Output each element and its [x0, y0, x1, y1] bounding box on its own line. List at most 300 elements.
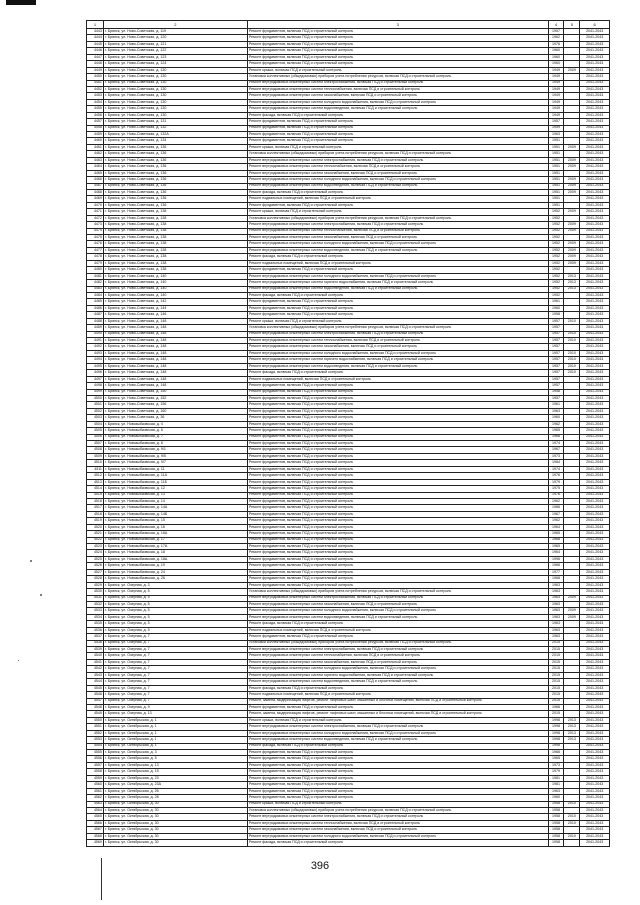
row-planned-period: 2041-2043 — [580, 267, 610, 273]
row-address: г. Брянск, ул. Ново-Советская, д. 142 — [103, 299, 247, 305]
row-year-repair: 2013 — [564, 730, 580, 736]
row-planned-period: 2041-2043 — [580, 724, 610, 730]
row-planned-period: 2041-2043 — [580, 756, 610, 762]
row-work-type: Ремонт фундаментов, включая ПСД и строительный контроль — [247, 750, 548, 756]
row-number: 4559 — [87, 775, 104, 781]
row-year-built: 1979 — [548, 769, 564, 775]
row-year-repair: 2010 — [564, 820, 580, 826]
row-address: г. Брянск, ул. Новозыбковская, д. 9/7 — [103, 460, 247, 466]
row-address: г. Брянск, ул. Ново-Советская, д. 136 — [103, 151, 247, 157]
row-work-type: Ремонт фундаментов, включая ПСД и строительный контроль — [247, 486, 548, 492]
row-planned-period: 2041-2043 — [580, 524, 610, 530]
row-year-built: 1963 — [548, 608, 564, 614]
row-year-repair: 2013 — [564, 280, 580, 286]
row-planned-period: 2041-2043 — [580, 769, 610, 775]
row-year-built: 1979 — [548, 479, 564, 485]
row-work-type: Ремонт фундаментов, включая ПСД и строительный контроль — [247, 299, 548, 305]
row-year-repair: 2010 — [564, 338, 580, 344]
row-planned-period: 2041-2043 — [580, 801, 610, 807]
scan-speck — [30, 560, 32, 562]
row-address: г. Брянск, ул. Октябрьская, д. 5 — [103, 756, 247, 762]
row-work-type: Ремонт подвальных помещений, включая ПСД и строительный контроль — [247, 627, 548, 633]
row-number: 4527 — [87, 569, 104, 575]
row-year-built: 1965 — [548, 531, 564, 537]
row-address: г. Брянск, ул. Ново-Советская, д. 130 — [103, 112, 247, 118]
row-address: г. Брянск, ул. Озерная, д. 7 — [103, 634, 247, 640]
row-work-type: Ремонт крыши, включая ПСД и строительный контроль — [247, 209, 548, 215]
row-planned-period: 2041-2043 — [580, 338, 610, 344]
row-address: г. Брянск, ул. Ново-Советская, д. 132 — [103, 125, 247, 131]
row-number: 4514 — [87, 486, 104, 492]
row-planned-period: 2041-2043 — [580, 86, 610, 92]
row-planned-period: 2041-2043 — [580, 389, 610, 395]
row-planned-period: 2041-2043 — [580, 820, 610, 826]
row-number: 4478 — [87, 254, 104, 260]
row-planned-period: 2041-2043 — [580, 395, 610, 401]
row-work-type: Ремонт внутридомовых инженерных систем электроснабжения, включая ПСД и строительный контроль — [247, 814, 548, 820]
row-number: 4546 — [87, 692, 104, 698]
row-planned-period: 2041-2043 — [580, 614, 610, 620]
row-address: г. Брянск, ул. Октябрьская, д. 1 — [103, 737, 247, 743]
row-address: г. Брянск, ул. Октябрьская, д. 1 — [103, 717, 247, 723]
row-number: 4464 — [87, 164, 104, 170]
row-number: 4536 — [87, 627, 104, 633]
row-year-built: 1949 — [548, 80, 564, 86]
row-address: г. Брянск, ул. Ново-Советская, д. 124 — [103, 61, 247, 67]
row-address: г. Брянск, ул. Ново-Советская, д. 130 — [103, 99, 247, 105]
row-work-type: Ремонт крыши, включая ПСД и строительный контроль — [247, 717, 548, 723]
row-year-built: 1964 — [548, 524, 564, 530]
table-header-row — [87, 21, 610, 29]
row-number: 4483 — [87, 286, 104, 292]
row-year-built: 1951 — [548, 144, 564, 150]
row-planned-period: 2041-2043 — [580, 408, 610, 414]
row-number: 4471 — [87, 209, 104, 215]
row-planned-period: 2041-2043 — [580, 74, 610, 80]
row-number: 4443 — [87, 29, 104, 35]
row-year-built: 1963 — [548, 601, 564, 607]
row-work-type: Ремонт внутридомовых инженерных систем водоотведения, включая ПСД и строительный контроль — [247, 363, 548, 369]
row-work-type: Ремонт фундаментов, включая ПСД и строительный контроль — [247, 762, 548, 768]
row-number: 4487 — [87, 312, 104, 318]
row-work-type: Ремонт фундаментов, включая ПСД и строительный контроль — [247, 441, 548, 447]
row-year-repair: 2013 — [564, 717, 580, 723]
row-work-type: Ремонт фасада, включая ПСД и строительный контроль — [247, 112, 548, 118]
row-year-built: 1958 — [548, 807, 564, 813]
row-work-type: Ремонт подвальных помещений, включая ПСД и строительный контроль — [247, 260, 548, 266]
row-work-type: Ремонт крыши, включая ПСД и строительный контроль — [247, 318, 548, 324]
row-work-type: Ремонт, замена, модернизация лифтов, ремонт лифтовых шахт, машинных и блочных помещений, включая ПСД и строительный контроль — [247, 698, 548, 704]
row-year-built: 2015 — [548, 653, 564, 659]
row-number: 4448 — [87, 61, 104, 67]
row-year-built: 1975 — [548, 486, 564, 492]
row-address: г. Брянск, ул. Ново-Советская, д. 148 — [103, 325, 247, 331]
row-year-built: 1957 — [548, 363, 564, 369]
row-planned-period: 2041-2043 — [580, 556, 610, 562]
row-year-built: 1961 — [548, 402, 564, 408]
row-year-repair: 2009 — [564, 614, 580, 620]
row-work-type: Ремонт внутридомовых инженерных систем холодного водоснабжения, включая ПСД и строительный контроль — [247, 730, 548, 736]
row-planned-period: 2041-2043 — [580, 640, 610, 646]
row-planned-period: 2041-2043 — [580, 595, 610, 601]
row-number: 4533 — [87, 608, 104, 614]
row-year-built: 1957 — [548, 357, 564, 363]
row-number: 4560 — [87, 782, 104, 788]
row-work-type: Ремонт внутридомовых инженерных систем горячего водоснабжения, включая ПСД и строительный контроль — [247, 280, 548, 286]
row-address: г. Брянск, ул. Ново-Советская, д. 138 — [103, 222, 247, 228]
row-number: 4522 — [87, 537, 104, 543]
row-address: г. Брянск, ул. Ново-Советская, д. 148 — [103, 344, 247, 350]
row-address: г. Брянск, ул. Октябрьская, д. 23А — [103, 782, 247, 788]
row-work-type: Ремонт фундаментов, включая ПСД и строительный контроль — [247, 563, 548, 569]
row-number: 4474 — [87, 228, 104, 234]
row-work-type: Ремонт фундаментов, включая ПСД и строительный контроль — [247, 769, 548, 775]
row-number: 4538 — [87, 640, 104, 646]
row-year-built: 1951 — [548, 202, 564, 208]
row-work-type: Ремонт фундаментов, включая ПСД и строительный контроль — [247, 267, 548, 273]
row-planned-period: 2041-2043 — [580, 486, 610, 492]
row-planned-period: 2041-2043 — [580, 466, 610, 472]
row-planned-period: 2041-2043 — [580, 782, 610, 788]
row-number: 4511 — [87, 466, 104, 472]
row-year-built: 1952 — [548, 241, 564, 247]
row-planned-period: 2041-2043 — [580, 711, 610, 717]
row-number: 4547 — [87, 698, 104, 704]
row-work-type: Ремонт фасада, включая ПСД и строительный контроль — [247, 254, 548, 260]
row-year-built: 2015 — [548, 672, 564, 678]
row-planned-period: 2041-2043 — [580, 241, 610, 247]
row-number: 4544 — [87, 679, 104, 685]
row-number: 4450 — [87, 74, 104, 80]
row-address: г. Брянск, ул. Новозыбковская, д. 7 — [103, 434, 247, 440]
row-year-built: 2015 — [548, 666, 564, 672]
row-work-type: Ремонт, замена, модернизация лифтов, ремонт лифтовых шахт, машинных и блочных помещений, включая ПСД и строительный контроль — [247, 711, 548, 717]
row-address: г. Брянск, ул. Новозыбковская, д. 8 — [103, 441, 247, 447]
row-year-built: 1951 — [548, 151, 564, 157]
row-year-repair: 2009 — [564, 164, 580, 170]
row-year-repair: 2013 — [564, 724, 580, 730]
row-year-built: 1949 — [548, 86, 564, 92]
row-address: г. Брянск, ул. Ново-Советская, д. 136 — [103, 202, 247, 208]
row-work-type: Ремонт фундаментов, включая ПСД и строительный контроль — [247, 132, 548, 138]
row-address: г. Брянск, ул. Ново-Советская, д. 146 — [103, 312, 247, 318]
row-work-type: Ремонт внутридомовых инженерных систем электроснабжения, включая ПСД и строительный контроль — [247, 595, 548, 601]
row-number: 4480 — [87, 267, 104, 273]
row-number: 4523 — [87, 544, 104, 550]
row-work-type: Ремонт внутридомовых инженерных систем электроснабжения, включая ПСД и строительный контроль — [247, 222, 548, 228]
row-planned-period: 2041-2043 — [580, 61, 610, 67]
row-year-built: 1952 — [548, 286, 564, 292]
row-address: г. Брянск, ул. Озерная, д. 3 — [103, 582, 247, 588]
row-year-built: 2015 — [548, 679, 564, 685]
row-work-type: Ремонт фасада, включая ПСД и строительный контроль — [247, 840, 548, 846]
row-planned-period: 2041-2043 — [580, 750, 610, 756]
row-address: г. Брянск, ул. Озерная, д. 7 — [103, 685, 247, 691]
row-number: 4461 — [87, 144, 104, 150]
row-planned-period: 2041-2043 — [580, 376, 610, 382]
row-year-built: 1973 — [548, 453, 564, 459]
row-work-type: Ремонт фундаментов, включая ПСД и строительный контроль — [247, 428, 548, 434]
row-planned-period: 2041-2043 — [580, 544, 610, 550]
row-year-built: 1961 — [548, 299, 564, 305]
row-address: г. Брянск, ул. Октябрьская, д. 15 — [103, 769, 247, 775]
row-planned-period: 2041-2043 — [580, 704, 610, 710]
row-year-built: 1957 — [548, 376, 564, 382]
row-year-repair: 2009 — [564, 222, 580, 228]
row-work-type: Ремонт фундаментов, включая ПСД и строительный контроль — [247, 389, 548, 395]
row-year-repair: 2009 — [564, 254, 580, 260]
row-planned-period: 2041-2043 — [580, 762, 610, 768]
row-work-type: Ремонт фундаментов, включая ПСД и строительный контроль — [247, 775, 548, 781]
row-year-built: 1958 — [548, 827, 564, 833]
row-address: г. Брянск, ул. Ново-Советская, д. 130 — [103, 74, 247, 80]
row-work-type: Ремонт фундаментов, включая ПСД и строительный контроль — [247, 312, 548, 318]
row-work-type: Ремонт внутридомовых инженерных систем газоснабжения, включая ПСД и строительный контроль — [247, 659, 548, 665]
row-work-type: Ремонт крыши, включая ПСД и строительный контроль — [247, 144, 548, 150]
row-address: г. Брянск, ул. Новозыбковская, д. 11Б — [103, 479, 247, 485]
row-address: г. Брянск, ул. Ново-Советская, д. 148 — [103, 357, 247, 363]
row-work-type: Ремонт внутридомовых инженерных систем горячего водоснабжения, включая ПСД и строительный контроль — [247, 357, 548, 363]
row-address: г. Брянск, ул. Новозыбковская, д. 17 — [103, 537, 247, 543]
row-year-built: 1960 — [548, 48, 564, 54]
row-address: г. Брянск, ул. Ново-Советская, д. 138 — [103, 267, 247, 273]
row-planned-period: 2041-2043 — [580, 312, 610, 318]
row-planned-period: 2041-2043 — [580, 305, 610, 311]
row-address: г. Брянск, ул. Ново-Советская, д. 148 — [103, 370, 247, 376]
row-number: 4447 — [87, 54, 104, 60]
row-number: 4508 — [87, 447, 104, 453]
row-address: г. Брянск, ул. Ново-Советская, д. 138 — [103, 247, 247, 253]
row-planned-period: 2041-2043 — [580, 627, 610, 633]
row-address: г. Брянск, ул. Ново-Советская, д. 131 — [103, 119, 247, 125]
row-year-built: 1951 — [548, 177, 564, 183]
row-work-type: Ремонт фундаментов, включая ПСД и строительный контроль — [247, 569, 548, 575]
row-address: г. Брянск, ул. Ново-Советская, д. 130 — [103, 80, 247, 86]
row-address: г. Брянск, ул. Новозыбковская, д. 26 — [103, 576, 247, 582]
row-address: г. Брянск, ул. Октябрьская, д. 23 — [103, 775, 247, 781]
row-address: г. Брянск, ул. Озерная, д. 9 — [103, 704, 247, 710]
row-work-type: Ремонт внутридомовых инженерных систем электроснабжения, включая ПСД и строительный контроль — [247, 724, 548, 730]
row-work-type: Ремонт фундаментов, включая ПСД и строительный контроль — [247, 576, 548, 582]
row-planned-period: 2041-2043 — [580, 659, 610, 665]
row-number: 4466 — [87, 177, 104, 183]
row-number: 4529 — [87, 582, 104, 588]
row-planned-period: 2041-2043 — [580, 511, 610, 517]
row-work-type: Ремонт фундаментов, включая ПСД и строительный контроль — [247, 782, 548, 788]
row-year-built: 1957 — [548, 350, 564, 356]
row-planned-period: 2041-2043 — [580, 730, 610, 736]
row-year-built: 2015 — [548, 685, 564, 691]
row-number: 4503 — [87, 415, 104, 421]
row-work-type: Ремонт фундаментов, включая ПСД и строительный контроль — [247, 518, 548, 524]
row-planned-period: 2041-2043 — [580, 222, 610, 228]
row-work-type: Ремонт внутридомовых инженерных систем водоотведения, включая ПСД и строительный контроль — [247, 247, 548, 253]
row-year-built: 2015 — [548, 659, 564, 665]
row-year-repair: 2013 — [564, 273, 580, 279]
row-number: 4549 — [87, 711, 104, 717]
row-number: 4445 — [87, 41, 104, 47]
row-number: 4519 — [87, 518, 104, 524]
table-body — [87, 29, 610, 847]
row-work-type: Ремонт фундаментов, включая ПСД и строительный контроль — [247, 460, 548, 466]
row-work-type: Ремонт внутридомовых инженерных систем холодного водоснабжения, включая ПСД и строительный контроль — [247, 666, 548, 672]
row-address: г. Брянск, ул. Озерная, д. 7 — [103, 679, 247, 685]
row-address: г. Брянск, ул. Озерная, д. 5 — [103, 614, 247, 620]
row-number: 4556 — [87, 756, 104, 762]
row-address: г. Брянск, ул. Ново-Советская, д. 140 — [103, 292, 247, 298]
row-number: 4455 — [87, 106, 104, 112]
row-work-type: Ремонт внутридомовых инженерных систем теплоснабжения, включая ПСД и строительный контроль — [247, 86, 548, 92]
row-number: 4452 — [87, 86, 104, 92]
row-number: 4534 — [87, 614, 104, 620]
row-year-built: 1962 — [548, 35, 564, 41]
row-planned-period: 2041-2043 — [580, 441, 610, 447]
row-number: 4492 — [87, 344, 104, 350]
row-number: 4552 — [87, 730, 104, 736]
row-work-type: Установка коллективных (общедомовых) приборов учета потребления ресурсов, включая ПСД и строительный контроль — [247, 215, 548, 221]
row-address: г. Брянск, ул. Ново-Советская, д. 144 — [103, 305, 247, 311]
row-address: г. Брянск, ул. Ново-Советская, д. 148 — [103, 383, 247, 389]
row-number: 4493 — [87, 350, 104, 356]
row-year-repair: 2009 — [564, 228, 580, 234]
row-address: г. Брянск, ул. Ново-Советская, д. 148 — [103, 350, 247, 356]
row-work-type: Установка коллективных (общедомовых) приборов учета потребления ресурсов, включая ПСД и строительный контроль — [247, 640, 548, 646]
row-year-repair: 2010 — [564, 350, 580, 356]
row-year-built: 1976 — [548, 492, 564, 498]
row-year-built: 1962 — [548, 498, 564, 504]
row-address: г. Брянск, ул. Новозыбковская, д. 18 — [103, 550, 247, 556]
row-number: 4565 — [87, 814, 104, 820]
row-planned-period: 2041-2043 — [580, 189, 610, 195]
row-work-type: Ремонт внутридомовых инженерных систем электроснабжения, включая ПСД и строительный контроль — [247, 331, 548, 337]
row-year-built: 2015 — [548, 647, 564, 653]
scan-speck — [40, 594, 42, 596]
row-planned-period: 2041-2043 — [580, 415, 610, 421]
row-planned-period: 2041-2043 — [580, 170, 610, 176]
row-address: г. Брянск, ул. Озерная, д. 7 — [103, 659, 247, 665]
row-address: г. Брянск, ул. Октябрьская, д. 30 — [103, 840, 247, 846]
row-number: 4555 — [87, 750, 104, 756]
row-planned-period: 2041-2043 — [580, 112, 610, 118]
row-work-type: Ремонт подвальных помещений, включая ПСД и строительный контроль — [247, 692, 548, 698]
row-address: г. Брянск, ул. Ново-Советская, д. 138 — [103, 241, 247, 247]
row-planned-period: 2041-2043 — [580, 106, 610, 112]
row-number: 4486 — [87, 305, 104, 311]
row-planned-period: 2041-2043 — [580, 357, 610, 363]
row-address: г. Брянск, ул. Озерная, д. 5 — [103, 595, 247, 601]
row-address: г. Брянск, ул. Ново-Советская, д. 152 — [103, 395, 247, 401]
row-year-built: 1952 — [548, 228, 564, 234]
row-address: г. Брянск, ул. Ново-Советская, д. 136 — [103, 196, 247, 202]
row-address: г. Брянск, ул. Новозыбковская, д. 4 — [103, 421, 247, 427]
row-work-type: Ремонт фасада, включая ПСД и строительный контроль — [247, 189, 548, 195]
row-year-repair: 2010 — [564, 814, 580, 820]
row-number: 4465 — [87, 170, 104, 176]
row-address: г. Брянск, ул. Новозыбковская, д. 6 — [103, 428, 247, 434]
row-number: 4563 — [87, 801, 104, 807]
row-number: 4458 — [87, 125, 104, 131]
row-number: 4516 — [87, 498, 104, 504]
row-year-repair: 2009 — [564, 209, 580, 215]
row-work-type: Ремонт внутридомовых инженерных систем холодного водоснабжения, включая ПСД и строительный контроль — [247, 177, 548, 183]
row-planned-period: 2041-2043 — [580, 29, 610, 35]
row-number: 4526 — [87, 563, 104, 569]
row-year-built: 1952 — [548, 280, 564, 286]
row-year-built: 1966 — [548, 750, 564, 756]
row-year-built: 1966 — [548, 704, 564, 710]
row-number: 4468 — [87, 189, 104, 195]
table-row — [87, 840, 610, 846]
row-year-built: 1998 — [548, 743, 564, 749]
row-address: г. Брянск, ул. Ново-Советская, д. 138 — [103, 254, 247, 260]
row-number: 4481 — [87, 273, 104, 279]
row-number: 4472 — [87, 215, 104, 221]
row-planned-period: 2041-2043 — [580, 518, 610, 524]
row-year-built: 1952 — [548, 222, 564, 228]
row-address: г. Брянск, ул. Озерная, д. 5 — [103, 608, 247, 614]
row-year-built: 1966 — [548, 537, 564, 543]
row-number: 4500 — [87, 395, 104, 401]
row-planned-period: 2041-2043 — [580, 692, 610, 698]
row-address: г. Брянск, ул. Ново-Советская, д. 121 — [103, 41, 247, 47]
row-year-built: 1967 — [548, 511, 564, 517]
row-work-type: Ремонт внутридомовых инженерных систем теплоснабжения, включая ПСД и строительный контроль — [247, 338, 548, 344]
row-number: 4515 — [87, 492, 104, 498]
row-work-type: Ремонт фундаментов, включая ПСД и строительный контроль — [247, 305, 548, 311]
row-work-type: Ремонт фундаментов, включая ПСД и строительный контроль — [247, 408, 548, 414]
page-number: 396 — [310, 860, 330, 872]
row-number: 4457 — [87, 119, 104, 125]
row-planned-period: 2041-2043 — [580, 653, 610, 659]
row-number: 4535 — [87, 621, 104, 627]
row-year-built: 1957 — [548, 325, 564, 331]
row-work-type: Ремонт фундаментов, включая ПСД и строительный контроль — [247, 48, 548, 54]
row-address: г. Брянск, ул. Октябрьская, д. 30 — [103, 814, 247, 820]
row-address: г. Брянск, ул. Октябрьская, д. 1 — [103, 730, 247, 736]
row-work-type: Ремонт крыши, включая ПСД и строительный контроль — [247, 801, 548, 807]
row-number: 4463 — [87, 157, 104, 163]
row-year-built: 1963 — [548, 634, 564, 640]
row-planned-period: 2041-2043 — [580, 505, 610, 511]
row-work-type: Ремонт фундаментов, включая ПСД и строительный контроль — [247, 415, 548, 421]
row-planned-period: 2041-2043 — [580, 350, 610, 356]
row-year-built: 1963 — [548, 132, 564, 138]
row-number: 4562 — [87, 795, 104, 801]
row-number: 4564 — [87, 807, 104, 813]
row-work-type: Ремонт фундаментов, включая ПСД и строительный контроль — [247, 505, 548, 511]
row-work-type: Установка коллективных (общедомовых) приборов учета потребления ресурсов, включая ПСД и строительный контроль — [247, 589, 548, 595]
row-address: г. Брянск, ул. Озерная, д. 7 — [103, 647, 247, 653]
row-planned-period: 2041-2043 — [580, 827, 610, 833]
row-number: 4490 — [87, 331, 104, 337]
row-address: г. Брянск, ул. Ново-Советская, д. 130 — [103, 106, 247, 112]
row-work-type: Ремонт фундаментов, включая ПСД и строительный контроль — [247, 453, 548, 459]
row-address: г. Брянск, ул. Ново-Советская, д. 122 — [103, 48, 247, 54]
row-number: 4532 — [87, 601, 104, 607]
row-year-built: 1981 — [548, 782, 564, 788]
row-year-built: 1974 — [548, 441, 564, 447]
row-year-built: 1958 — [548, 840, 564, 846]
row-number: 4467 — [87, 183, 104, 189]
row-planned-period: 2041-2043 — [580, 299, 610, 305]
row-work-type: Ремонт внутридомовых инженерных систем водоотведения, включая ПСД и строительный контроль — [247, 679, 548, 685]
row-work-type: Ремонт внутридомовых инженерных систем электроснабжения, включая ПСД и строительный контроль — [247, 647, 548, 653]
row-year-repair: 2009 — [564, 189, 580, 195]
row-year-built: 1951 — [548, 164, 564, 170]
row-number: 4507 — [87, 441, 104, 447]
row-address: г. Брянск, ул. Ново-Советская, д. 123 — [103, 54, 247, 60]
row-work-type: Ремонт фундаментов, включая ПСД и строительный контроль — [247, 795, 548, 801]
